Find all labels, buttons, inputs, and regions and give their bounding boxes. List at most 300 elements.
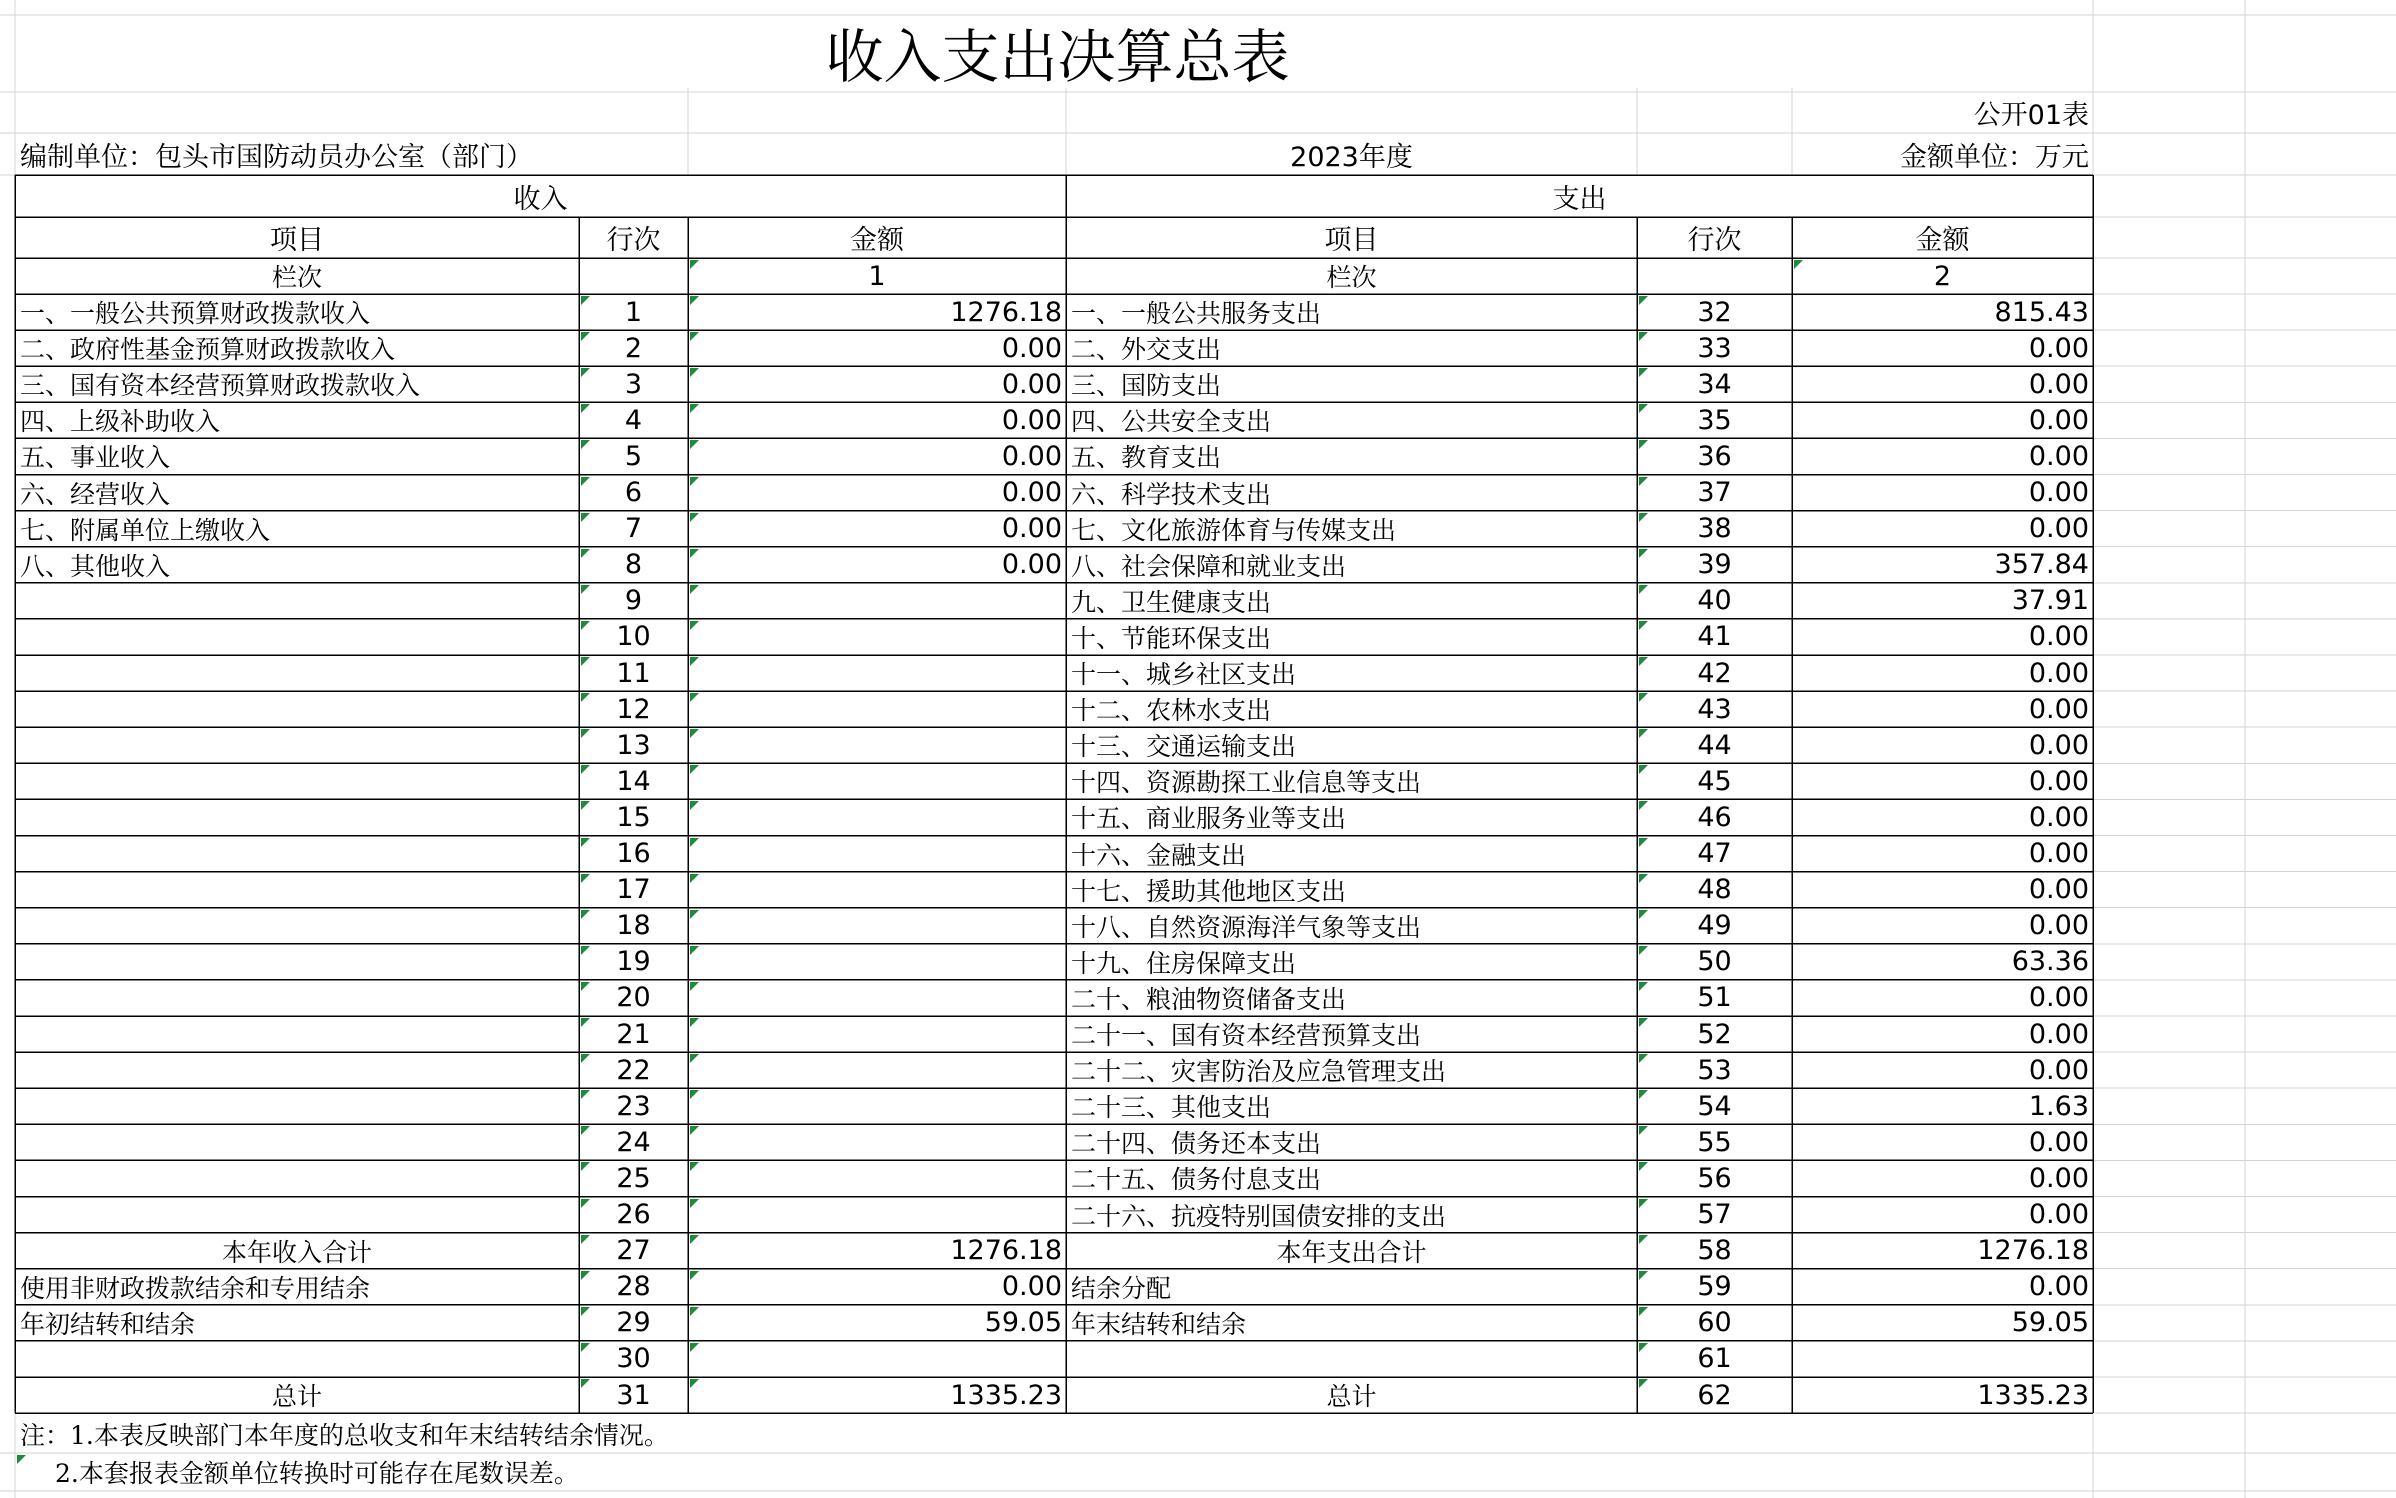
income-column-number: 1	[868, 260, 886, 292]
income-amount: 0.00	[1001, 368, 1062, 400]
cell-comment-marker-icon	[581, 440, 590, 449]
expense-row-number: 51	[1697, 982, 1732, 1014]
income-item-label	[15, 944, 579, 980]
expense-amount-header: 金额	[1915, 225, 1970, 256]
income-row-number: 7	[624, 513, 643, 545]
cell-comment-marker-icon	[581, 513, 590, 522]
expense-row-number: 49	[1697, 910, 1732, 942]
income-item-header: 项目	[270, 225, 324, 256]
income-item-label: 六、经营收入	[20, 479, 171, 509]
expense-amount: 0.00	[2028, 404, 2089, 436]
expense-row-no-header: 行次	[1687, 225, 1742, 256]
income-amount: 59.05	[984, 1307, 1062, 1339]
income-item-label: 总计	[271, 1382, 322, 1412]
income-row-number: 31	[616, 1379, 651, 1411]
income-item-label	[15, 1124, 579, 1160]
income-item-label	[15, 872, 579, 908]
expense-item-label: 总计	[1326, 1382, 1377, 1412]
expense-row-number: 34	[1697, 368, 1732, 400]
expense-item-label: 八、社会保障和就业支出	[1071, 551, 1347, 581]
expense-row-number: 55	[1697, 1126, 1732, 1158]
income-amount-header: 金额	[850, 225, 904, 256]
income-amount	[688, 727, 1066, 763]
expense-amount: 0.00	[2028, 1162, 2089, 1194]
cell-comment-marker-icon	[581, 1199, 590, 1208]
cell-comment-marker-icon	[1639, 1018, 1648, 1027]
expense-row-number: 33	[1697, 332, 1732, 364]
expense-row-number: 54	[1697, 1090, 1732, 1122]
income-row-number: 2	[624, 332, 643, 364]
expense-item-label: 十三、交通运输支出	[1071, 732, 1297, 762]
cell-comment-marker-icon	[581, 1090, 590, 1099]
expense-amount: 0.00	[2028, 1018, 2089, 1050]
income-amount: 0.00	[1001, 549, 1062, 581]
expense-row-number: 57	[1697, 1199, 1732, 1231]
cell-comment-marker-icon	[581, 477, 590, 486]
expense-item-label: 二、外交支出	[1071, 335, 1222, 365]
expense-row-number: 35	[1697, 404, 1732, 436]
cell-comment-marker-icon	[1639, 513, 1648, 522]
income-item-label: 本年收入合计	[221, 1237, 372, 1267]
expense-item-header: 项目	[1324, 225, 1379, 256]
income-row-number: 23	[616, 1090, 651, 1122]
expense-row-number: 52	[1697, 1018, 1732, 1050]
expense-amount: 0.00	[2028, 765, 2089, 797]
income-amount	[688, 583, 1066, 619]
income-row-number: 3	[624, 368, 643, 400]
cell-comment-marker-icon	[690, 1235, 699, 1244]
cell-comment-marker-icon	[1639, 621, 1648, 630]
income-item-label: 四、上级补助收入	[20, 407, 221, 437]
cell-comment-marker-icon	[690, 874, 699, 883]
income-row-number: 21	[616, 1018, 651, 1050]
cell-comment-marker-icon	[581, 765, 590, 774]
currency-unit: 金额单位：万元	[1900, 141, 2089, 173]
cell-comment-marker-icon	[1639, 1343, 1648, 1352]
cell-comment-marker-icon	[1639, 368, 1648, 377]
income-amount	[688, 908, 1066, 944]
income-amount: 1335.23	[950, 1379, 1062, 1411]
income-amount	[688, 763, 1066, 799]
income-row-number: 13	[616, 729, 651, 761]
income-item-label	[15, 799, 579, 835]
expense-item-label: 十五、商业服务业等支出	[1071, 804, 1347, 834]
income-row-number: 29	[616, 1307, 651, 1339]
cell-comment-marker-icon	[1639, 549, 1648, 558]
expense-row-number: 50	[1697, 946, 1732, 978]
cell-comment-marker-icon	[1639, 910, 1648, 919]
cell-comment-marker-icon	[1639, 1162, 1648, 1171]
note-2: 2.本套报表金额单位转换时可能存在尾数误差。	[55, 1459, 579, 1488]
cell-comment-marker-icon	[1639, 801, 1648, 810]
cell-comment-marker-icon	[690, 440, 699, 449]
income-item-label	[15, 583, 579, 619]
cell-comment-marker-icon	[1639, 585, 1648, 594]
income-item-label: 二、政府性基金预算财政拨款收入	[20, 335, 396, 365]
expense-row-number: 38	[1697, 513, 1732, 545]
expense-item-label: 十八、自然资源海洋气象等支出	[1071, 912, 1422, 942]
expense-item-label: 十六、金融支出	[1071, 840, 1247, 870]
expense-amount: 0.00	[2028, 982, 2089, 1014]
expense-amount: 0.00	[2028, 440, 2089, 472]
income-amount	[688, 944, 1066, 980]
income-item-label	[15, 763, 579, 799]
expense-amount: 0.00	[2028, 838, 2089, 870]
income-row-number: 5	[624, 440, 643, 472]
expense-item-label: 十一、城乡社区支出	[1071, 660, 1297, 690]
cell-comment-marker-icon	[690, 332, 699, 341]
cell-comment-marker-icon	[690, 1271, 699, 1280]
expense-row-number: 36	[1697, 440, 1732, 472]
expense-amount: 37.91	[2011, 585, 2089, 617]
expense-column-label: 栏次	[1326, 263, 1377, 292]
cell-comment-marker-icon	[690, 549, 699, 558]
income-row-number: 18	[616, 910, 651, 942]
expense-item-label: 一、一般公共服务支出	[1071, 299, 1322, 329]
expense-row-number: 40	[1697, 585, 1732, 617]
income-amount: 0.00	[1001, 440, 1062, 472]
income-amount	[688, 836, 1066, 872]
expense-row-number: 60	[1697, 1307, 1732, 1339]
expense-amount: 0.00	[2028, 910, 2089, 942]
cell-comment-marker-icon	[1794, 260, 1803, 269]
income-item-label: 七、附属单位上缴收入	[20, 515, 271, 545]
cell-comment-marker-icon	[690, 693, 699, 702]
income-amount: 0.00	[1001, 477, 1062, 509]
cell-comment-marker-icon	[690, 1018, 699, 1027]
expense-row-number: 56	[1697, 1162, 1732, 1194]
expense-amount: 0.00	[2028, 874, 2089, 906]
cell-comment-marker-icon	[581, 982, 590, 991]
cell-comment-marker-icon	[1639, 440, 1648, 449]
expense-row-number: 47	[1697, 838, 1732, 870]
income-row-number: 12	[616, 693, 651, 725]
cell-comment-marker-icon	[690, 477, 699, 486]
fiscal-year: 2023年度	[1290, 141, 1413, 173]
expense-amount	[1792, 1341, 2093, 1377]
income-item-label	[15, 1197, 579, 1233]
note-1: 注：1.本表反映部门本年度的总收支和年末结转结余情况。	[20, 1421, 669, 1450]
expense-amount: 63.36	[2011, 946, 2089, 978]
income-amount	[688, 1341, 1066, 1377]
expense-amount: 0.00	[2028, 368, 2089, 400]
expense-item-label: 十四、资源勘探工业信息等支出	[1071, 768, 1422, 798]
expense-item-label: 年末结转和结余	[1071, 1309, 1247, 1339]
income-item-label	[15, 1341, 579, 1377]
expense-amount: 0.00	[2028, 729, 2089, 761]
cell-comment-marker-icon	[690, 404, 699, 413]
income-amount: 0.00	[1001, 1271, 1062, 1303]
cell-comment-marker-icon	[581, 729, 590, 738]
expense-amount: 0.00	[2028, 1126, 2089, 1158]
cell-comment-marker-icon	[581, 621, 590, 630]
expense-amount: 815.43	[1994, 296, 2089, 328]
income-amount: 1276.18	[950, 1235, 1062, 1267]
expense-amount: 0.00	[2028, 621, 2089, 653]
income-item-label	[15, 1052, 579, 1088]
cell-comment-marker-icon	[581, 657, 590, 666]
expense-row-number: 43	[1697, 693, 1732, 725]
cell-comment-marker-icon	[1639, 404, 1648, 413]
compiling-unit: 编制单位：包头市国防动员办公室（部门）	[20, 141, 533, 173]
expense-row-number: 59	[1697, 1271, 1732, 1303]
income-amount	[688, 872, 1066, 908]
expense-item-label: 六、科学技术支出	[1071, 479, 1272, 509]
cell-comment-marker-icon	[581, 368, 590, 377]
expense-row-number: 32	[1697, 296, 1732, 328]
expense-row-number: 44	[1697, 729, 1732, 761]
cell-comment-marker-icon	[690, 1126, 699, 1135]
cell-comment-marker-icon	[690, 296, 699, 305]
page-title: 收入支出决算总表	[825, 23, 1290, 88]
cell-comment-marker-icon	[581, 1307, 590, 1316]
expense-amount: 0.00	[2028, 801, 2089, 833]
cell-comment-marker-icon	[1639, 477, 1648, 486]
expense-item-label: 结余分配	[1071, 1273, 1172, 1303]
income-row-number: 20	[616, 982, 651, 1014]
cell-comment-marker-icon	[581, 946, 590, 955]
cell-comment-marker-icon	[1639, 296, 1648, 305]
income-amount	[688, 799, 1066, 835]
cell-comment-marker-icon	[1639, 332, 1648, 341]
form-number: 公开01表	[1973, 99, 2089, 131]
cell-comment-marker-icon	[1639, 1090, 1648, 1099]
income-item-label	[15, 908, 579, 944]
expense-item-label: 七、文化旅游体育与传媒支出	[1071, 515, 1397, 545]
expense-item-label: 二十三、其他支出	[1071, 1093, 1272, 1123]
cell-comment-marker-icon	[581, 801, 590, 810]
expense-amount: 0.00	[2028, 657, 2089, 689]
cell-comment-marker-icon	[581, 332, 590, 341]
expense-row-number: 41	[1697, 621, 1732, 653]
income-row-number: 27	[616, 1235, 651, 1267]
expense-item-label: 三、国防支出	[1071, 371, 1222, 401]
cell-comment-marker-icon	[1639, 1379, 1648, 1388]
cell-comment-marker-icon	[1639, 1199, 1648, 1208]
cell-comment-marker-icon	[1639, 874, 1648, 883]
cell-comment-marker-icon	[690, 982, 699, 991]
income-row-number: 11	[616, 657, 651, 689]
cell-comment-marker-icon	[690, 946, 699, 955]
cell-comment-marker-icon	[581, 1379, 590, 1388]
income-row-number: 8	[624, 549, 643, 581]
expense-item-label: 十、节能环保支出	[1071, 623, 1272, 653]
cell-comment-marker-icon	[1639, 1054, 1648, 1063]
expense-section-header: 支出	[1552, 183, 1607, 215]
expense-item-label: 十九、住房保障支出	[1071, 948, 1297, 978]
income-item-label: 八、其他收入	[20, 551, 171, 581]
cell-comment-marker-icon	[690, 657, 699, 666]
cell-comment-marker-icon	[581, 1271, 590, 1280]
expense-item-label: 二十六、抗疫特别国债安排的支出	[1071, 1201, 1447, 1231]
income-amount	[688, 655, 1066, 691]
cell-comment-marker-icon	[690, 1379, 699, 1388]
cell-comment-marker-icon	[581, 1054, 590, 1063]
expense-item-label: 四、公共安全支出	[1071, 407, 1272, 437]
cell-comment-marker-icon	[690, 260, 699, 269]
expense-row-number: 39	[1697, 549, 1732, 581]
income-row-number: 15	[616, 801, 651, 833]
cell-comment-marker-icon	[690, 1343, 699, 1352]
cell-comment-marker-icon	[690, 1199, 699, 1208]
income-row-number: 14	[616, 765, 651, 797]
cell-comment-marker-icon	[690, 621, 699, 630]
cell-comment-marker-icon	[1639, 838, 1648, 847]
expense-amount: 1.63	[2028, 1090, 2089, 1122]
income-row-number: 25	[616, 1162, 651, 1194]
expense-item-label: 二十四、债务还本支出	[1071, 1129, 1322, 1159]
expense-item-label	[1066, 1341, 1637, 1377]
income-item-label	[15, 1088, 579, 1124]
income-amount	[688, 1197, 1066, 1233]
expense-item-label: 五、教育支出	[1071, 443, 1222, 473]
income-item-label	[15, 691, 579, 727]
cell-comment-marker-icon	[581, 1235, 590, 1244]
cell-comment-marker-icon	[1639, 1126, 1648, 1135]
expense-item-label: 二十一、国有资本经营预算支出	[1071, 1021, 1422, 1051]
cell-comment-marker-icon	[690, 838, 699, 847]
cell-comment-marker-icon	[1639, 693, 1648, 702]
income-item-label	[15, 980, 579, 1016]
income-amount: 1276.18	[950, 296, 1062, 328]
expense-item-label: 十二、农林水支出	[1071, 696, 1272, 726]
income-amount: 0.00	[1001, 404, 1062, 436]
cell-comment-marker-icon	[1639, 982, 1648, 991]
income-row-number: 24	[616, 1126, 651, 1158]
expense-amount: 0.00	[2028, 1199, 2089, 1231]
income-item-label	[15, 655, 579, 691]
income-row-number: 6	[624, 477, 643, 509]
cell-comment-marker-icon	[581, 1018, 590, 1027]
expense-row-number: 53	[1697, 1054, 1732, 1086]
income-amount	[688, 1088, 1066, 1124]
cell-comment-marker-icon	[1639, 765, 1648, 774]
income-row-number: 22	[616, 1054, 651, 1086]
expense-row-number: 48	[1697, 874, 1732, 906]
income-row-number: 9	[624, 585, 643, 617]
income-item-label	[15, 836, 579, 872]
cell-comment-marker-icon	[1639, 1307, 1648, 1316]
expense-column-number: 2	[1933, 260, 1952, 292]
expense-amount: 0.00	[2028, 1054, 2089, 1086]
cell-comment-marker-icon	[581, 1126, 590, 1135]
income-row-no-header: 行次	[606, 225, 661, 256]
expense-row-number: 45	[1697, 765, 1732, 797]
expense-amount: 0.00	[2028, 693, 2089, 725]
cell-comment-marker-icon	[690, 1162, 699, 1171]
income-amount	[688, 619, 1066, 655]
expense-row-number: 37	[1697, 477, 1732, 509]
income-item-label: 五、事业收入	[20, 443, 171, 473]
income-row-number: 10	[616, 621, 651, 653]
income-amount	[688, 1160, 1066, 1196]
income-item-label	[15, 1016, 579, 1052]
cell-comment-marker-icon	[690, 910, 699, 919]
expense-amount: 59.05	[2011, 1307, 2089, 1339]
expense-row-number: 58	[1697, 1235, 1732, 1267]
expense-amount: 1276.18	[1977, 1235, 2089, 1267]
income-row-number: 4	[624, 404, 643, 436]
income-item-label	[15, 727, 579, 763]
income-row-number: 1	[624, 296, 643, 328]
cell-comment-marker-icon	[581, 1162, 590, 1171]
income-row-number: 17	[616, 874, 651, 906]
cell-comment-marker-icon	[581, 404, 590, 413]
income-amount	[688, 691, 1066, 727]
cell-comment-marker-icon	[581, 693, 590, 702]
cell-comment-marker-icon	[581, 874, 590, 883]
cell-comment-marker-icon	[1639, 1271, 1648, 1280]
cell-comment-marker-icon	[1639, 1235, 1648, 1244]
expense-item-label: 二十二、灾害防治及应急管理支出	[1071, 1057, 1447, 1087]
income-row-number: 30	[616, 1343, 651, 1375]
income-row-number: 26	[616, 1199, 651, 1231]
cell-comment-marker-icon	[581, 910, 590, 919]
income-amount: 0.00	[1001, 513, 1062, 545]
income-section-header: 收入	[513, 183, 568, 215]
expense-item-label: 十七、援助其他地区支出	[1071, 876, 1347, 906]
expense-amount: 0.00	[2028, 513, 2089, 545]
expense-row-number: 62	[1697, 1379, 1732, 1411]
cell-comment-marker-icon	[690, 368, 699, 377]
income-amount	[688, 1016, 1066, 1052]
cell-comment-marker-icon	[690, 1307, 699, 1316]
expense-item-label: 九、卫生健康支出	[1071, 587, 1272, 617]
income-amount: 0.00	[1001, 332, 1062, 364]
expense-amount: 357.84	[1994, 549, 2089, 581]
cell-comment-marker-icon	[690, 513, 699, 522]
income-row-number: 19	[616, 946, 651, 978]
cell-comment-marker-icon	[1639, 729, 1648, 738]
income-item-label: 使用非财政拨款结余和专用结余	[20, 1273, 371, 1303]
cell-comment-marker-icon	[690, 585, 699, 594]
cell-comment-marker-icon	[1639, 946, 1648, 955]
income-item-label: 三、国有资本经营预算财政拨款收入	[20, 371, 421, 401]
cell-comment-marker-icon	[690, 801, 699, 810]
expense-item-label: 二十、粮油物资储备支出	[1071, 984, 1347, 1014]
income-item-label	[15, 619, 579, 655]
income-amount	[688, 1124, 1066, 1160]
income-item-label: 年初结转和结余	[20, 1309, 196, 1339]
income-column-label: 栏次	[271, 263, 322, 292]
expense-row-number: 42	[1697, 657, 1732, 689]
cell-comment-marker-icon	[581, 838, 590, 847]
income-item-label: 一、一般公共预算财政拨款收入	[20, 299, 371, 329]
expense-amount: 1335.23	[1977, 1379, 2089, 1411]
cell-comment-marker-icon	[690, 1090, 699, 1099]
income-item-label	[15, 1160, 579, 1196]
income-row-number: 28	[616, 1271, 651, 1303]
expense-row-number: 61	[1697, 1343, 1732, 1375]
expense-item-label: 本年支出合计	[1276, 1237, 1427, 1267]
cell-comment-marker-icon	[581, 1343, 590, 1352]
cell-comment-marker-icon	[690, 765, 699, 774]
expense-amount: 0.00	[2028, 332, 2089, 364]
cell-comment-marker-icon	[581, 585, 590, 594]
cell-comment-marker-icon	[17, 1455, 26, 1464]
expense-item-label: 二十五、债务付息支出	[1071, 1165, 1322, 1195]
income-amount	[688, 980, 1066, 1016]
expense-amount: 0.00	[2028, 1271, 2089, 1303]
income-row-number: 16	[616, 838, 651, 870]
cell-comment-marker-icon	[581, 549, 590, 558]
cell-comment-marker-icon	[581, 296, 590, 305]
cell-comment-marker-icon	[690, 1054, 699, 1063]
cell-comment-marker-icon	[1639, 657, 1648, 666]
expense-row-number: 46	[1697, 801, 1732, 833]
cell-comment-marker-icon	[690, 729, 699, 738]
income-amount	[688, 1052, 1066, 1088]
